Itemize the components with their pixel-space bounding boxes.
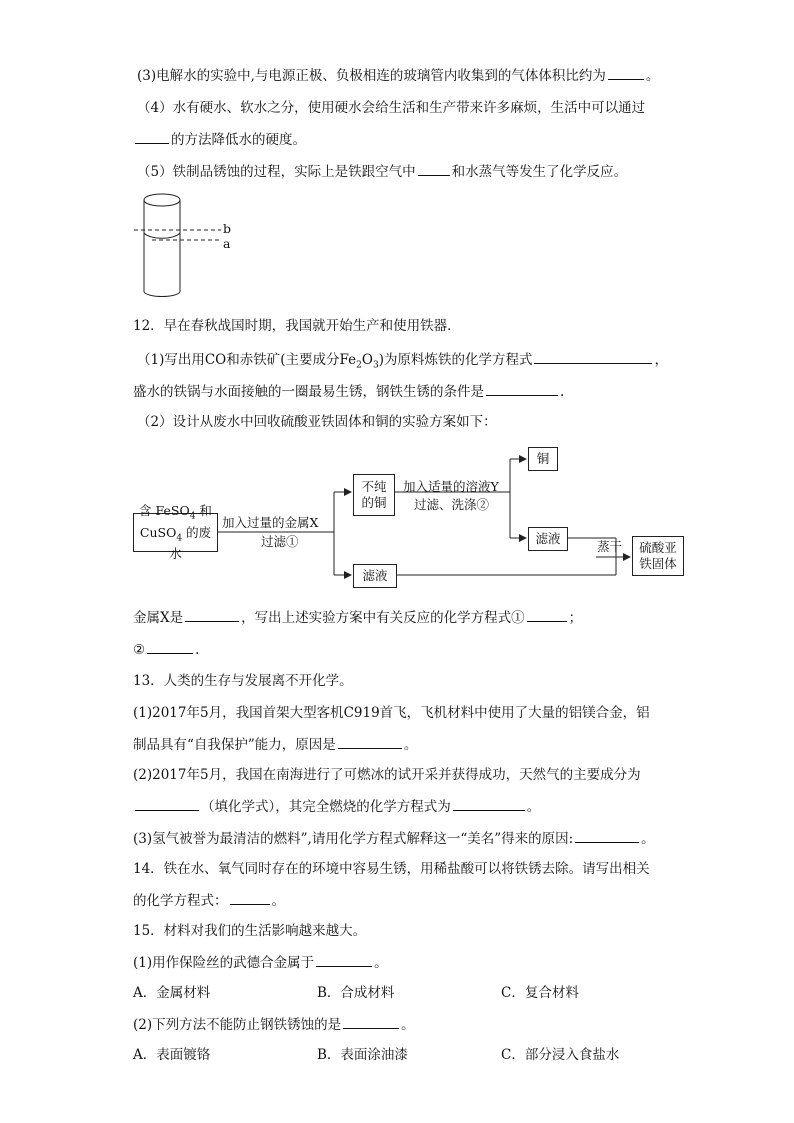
tube-label-a: a: [223, 236, 231, 251]
flow-step1-operation: 过滤①: [261, 534, 299, 549]
answer-blank[interactable]: [575, 829, 639, 843]
q13-part2-line2: （填化学式），其完全燃烧的化学方程式为 。: [133, 797, 540, 816]
q11-part4-line1: （4）水有硬水、软水之分，使用硬水会给生活和生产带来许多麻烦，生活中可以通过: [137, 100, 646, 116]
flow-step2-operation: 过滤、洗涤②: [414, 497, 490, 512]
answer-blank[interactable]: [343, 1015, 399, 1029]
flow-impure-copper: 不纯 的铜: [353, 474, 395, 516]
q14-line1: 14．铁在水、氧气同时存在的环境中容易生锈，用稀盐酸可以将铁锈去除。请写出相关: [133, 861, 650, 877]
q11-part4-line2: 的方法降低水的硬度。: [133, 130, 306, 149]
q15-title: 15．材料对我们的生活影响越来越大。: [133, 923, 367, 939]
answer-blank[interactable]: [135, 797, 199, 811]
q13-title: 13．人类的生存与发展离不开化学。: [133, 673, 353, 689]
q12-title: 12．早在春秋战国时期，我国就开始生产和使用铁器．: [133, 318, 461, 334]
answer-blank[interactable]: [185, 608, 239, 622]
q13-part2-line1: (2)2017年5月，我国在南海进行了可燃冰的试开采并获得成功，天然气的主要成分为: [133, 767, 641, 783]
q12-answer-line1: 金属X是 ，写出上述实验方案中有关反应的化学方程式① ；: [133, 610, 583, 626]
q12-part1-line2: 盛水的铁锅与水面接触的一圈最易生锈，钢铁生锈的条件是 .: [133, 384, 565, 400]
q12-part1-line1: （1)写出用CO和赤铁矿(主要成分$Fe_2O_3$)为原料炼铁的化学方程式 ，: [137, 352, 668, 371]
q15-part1: (1)用作保险丝的武德合金属于 。: [133, 955, 388, 971]
flow-product-ferrous-sulfate: 硫酸亚 铁固体: [632, 536, 684, 576]
flow-filtrate-upper: 滤液: [528, 527, 568, 551]
q15-p2-option-a[interactable]: A．表面镀铬: [133, 1047, 211, 1063]
answer-blank[interactable]: [453, 797, 525, 811]
q15-p1-option-b[interactable]: B．合成材料: [317, 985, 395, 1001]
answer-blank[interactable]: [147, 640, 193, 654]
answer-blank[interactable]: [230, 891, 270, 905]
q15-p1-option-a[interactable]: A．金属材料: [133, 985, 211, 1001]
q15-p2-option-b[interactable]: B．表面涂油漆: [317, 1047, 408, 1063]
q12-part2: （2）设计从废水中回收硫酸亚铁固体和铜的实验方案如下：: [137, 414, 497, 430]
flow-filtrate-lower: 滤液: [353, 564, 397, 588]
q11-part3: (3)电解水的实验中,与电源正极、负极相连的玻璃管内收集到的气体体积比约为 。: [137, 68, 660, 84]
flow-start-wastewater: 含 FeSO$_4$ 和 CuSO$_4$ 的废水: [133, 513, 218, 552]
flow-step2-reagent: 加入适量的溶液Y: [403, 479, 499, 494]
q13-part1-line1: (1)2017年5月，我国首架大型客机C919首飞，飞机材料中使用了大量的铝镁合金，铝: [133, 705, 650, 721]
q12-answer-line2: ② .: [133, 642, 200, 658]
q13-part1-line2: 制品具有“自我保护”能力，原因是 。: [133, 737, 418, 753]
answer-blank[interactable]: [316, 953, 372, 967]
flow-copper: 铜: [528, 447, 558, 471]
q11-part5: （5）铁制品锈蚀的过程，实际上是铁跟空气中 和水蒸气等发生了化学反应。: [137, 164, 628, 180]
flow-step1-reagent: 加入过量的金属X: [222, 515, 319, 530]
flow-evaporate: 蒸干: [597, 539, 623, 554]
q15-p2-option-c[interactable]: C．部分浸入食盐水: [501, 1047, 620, 1063]
q13-part3: (3)氢气被誉为最清洁的燃料”,请用化学方程式解释这一“美名”得来的原因: 。: [133, 831, 655, 847]
q15-part2: (2)下列方法不能防止钢铁锈蚀的是 。: [133, 1017, 415, 1033]
answer-blank[interactable]: [338, 735, 402, 749]
tube-label-b: b: [223, 221, 232, 236]
q15-p1-option-c[interactable]: C．复合材料: [501, 985, 579, 1001]
q14-line2: 的化学方程式： 。: [133, 893, 285, 909]
answer-blank[interactable]: [527, 608, 567, 622]
